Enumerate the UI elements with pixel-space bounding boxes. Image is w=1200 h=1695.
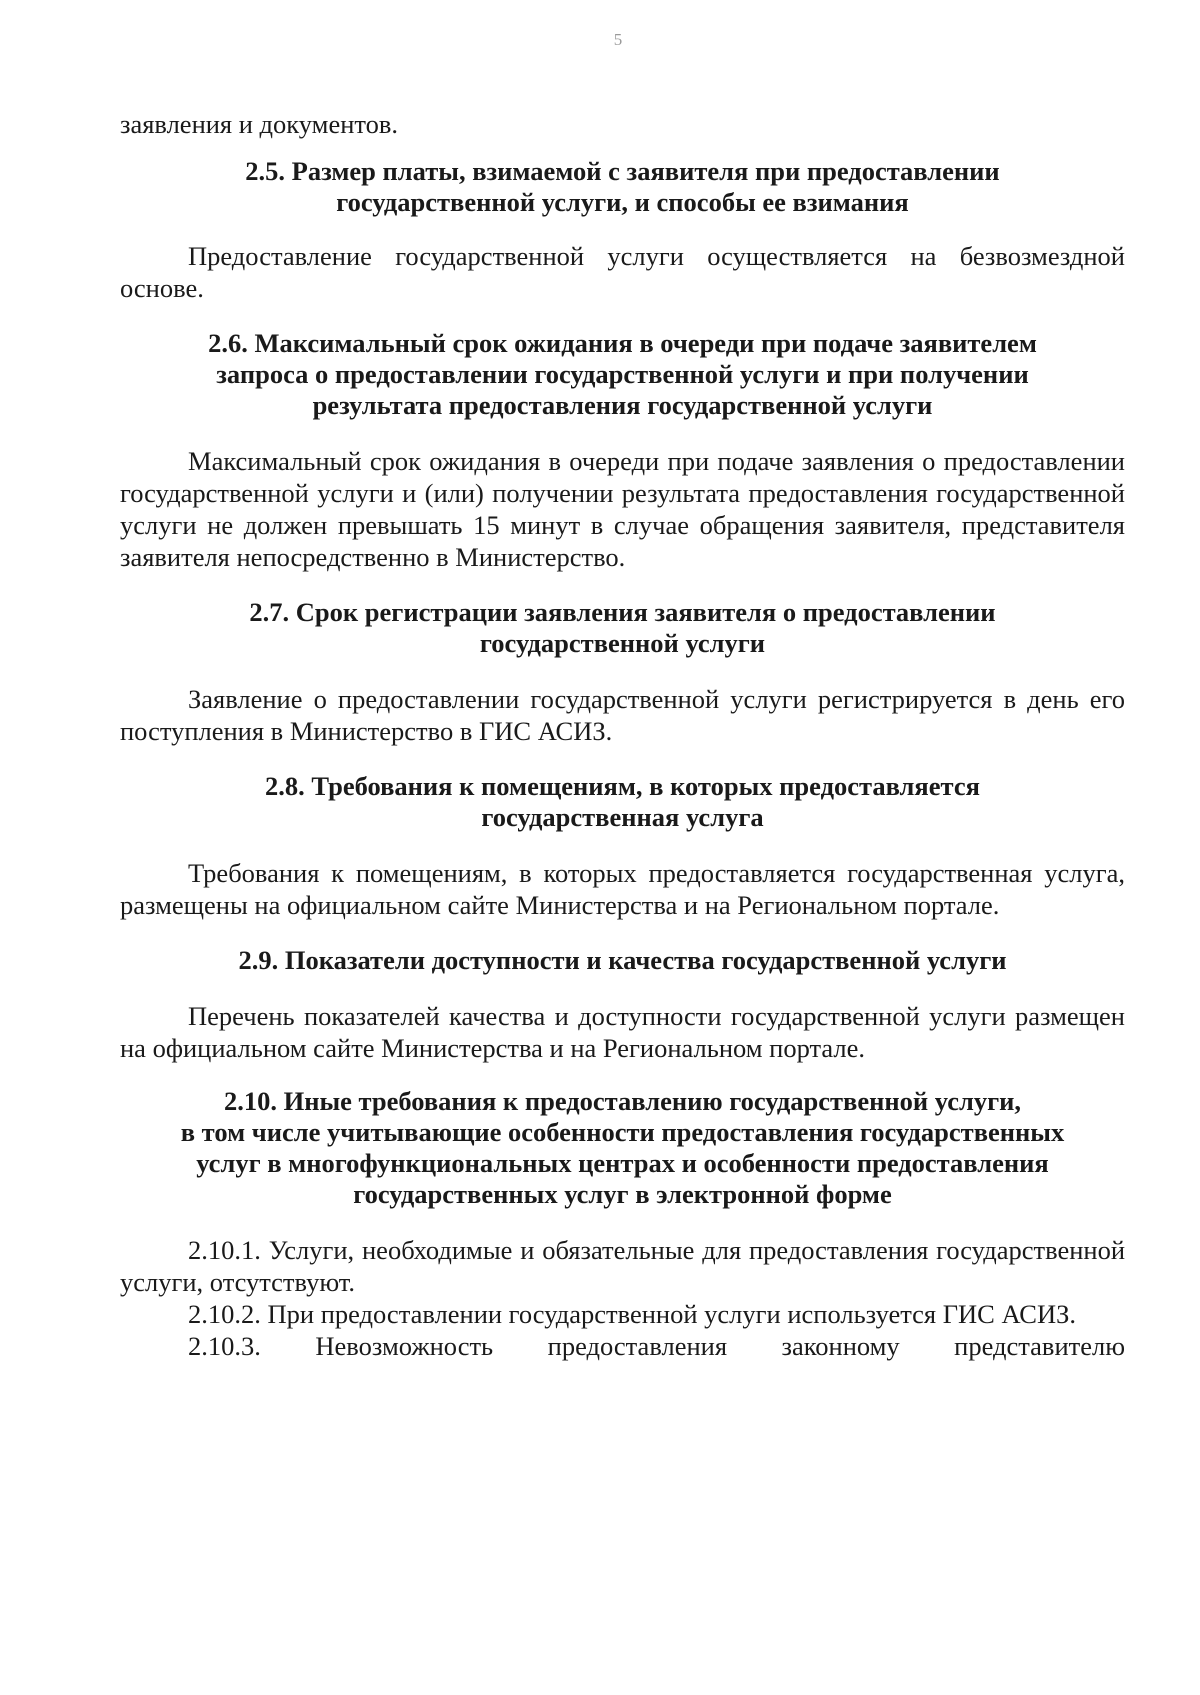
paragraph-2-10-3: 2.10.3. Невозможность предоставления законному представителю: [188, 1331, 1125, 1361]
paragraph-2-6: Максимальный срок ожидания в очереди при подаче заявления о предоставлении государственной услуги и (или) получении результата предоставления государственной услуги не должен превышать 15 минут в случае обращения заявителя, представителя заявителя непосредственно в Министерство.: [120, 446, 1125, 572]
section-heading-2-8: 2.8. Требования к помещениям, в которых предоставляется государственная услуга: [265, 771, 980, 832]
page-number: 5: [613, 30, 623, 49]
section-heading-2-5: 2.5. Размер платы, взимаемой с заявителя при предоставлении государственной услуги, и способы ее взимания: [245, 156, 1000, 217]
section-heading-2-7: 2.7. Срок регистрации заявления заявителя о предоставлении государственной услуги: [249, 597, 996, 658]
paragraph-2-8: Требования к помещениям, в которых предоставляется государственная услуга, размещены на официальном сайте Министерства и на Региональном портале.: [120, 858, 1125, 920]
section-heading-2-9: 2.9. Показатели доступности и качества государственной услуги: [238, 945, 1007, 975]
paragraph-2-10-2: 2.10.2. При предоставлении государственной услуги используется ГИС АСИЗ.: [188, 1299, 1077, 1329]
paragraph-2-10-1: 2.10.1. Услуги, необходимые и обязательные для предоставления государственной услуги, отсутствуют.: [120, 1235, 1125, 1297]
paragraph-2-7: Заявление о предоставлении государственной услуги регистрируется в день его поступления в Министерство в ГИС АСИЗ.: [120, 684, 1125, 746]
document-body: [120, 108, 1125, 1362]
section-heading-2-10: 2.10. Иные требования к предоставлению государственной услуги, в том числе учитывающие особенности предоставления государственных услуг в многофункциональных центрах и особенности предоставления государственных услуг в электронной форме: [180, 1086, 1065, 1209]
section-heading-2-6: 2.6. Максимальный срок ожидания в очереди при подаче заявителем запроса о предоставлении государственной услуги и при получении результата предоставления государственной услуги: [208, 328, 1037, 420]
continuation-paragraph: заявления и документов.: [120, 109, 399, 139]
paragraph-2-5: Предоставление государственной услуги осуществляется на безвозмездной основе.: [120, 241, 1125, 303]
paragraph-2-9: Перечень показателей качества и доступности государственной услуги размещен на официальном сайте Министерства и на Региональном портале.: [120, 1001, 1125, 1063]
